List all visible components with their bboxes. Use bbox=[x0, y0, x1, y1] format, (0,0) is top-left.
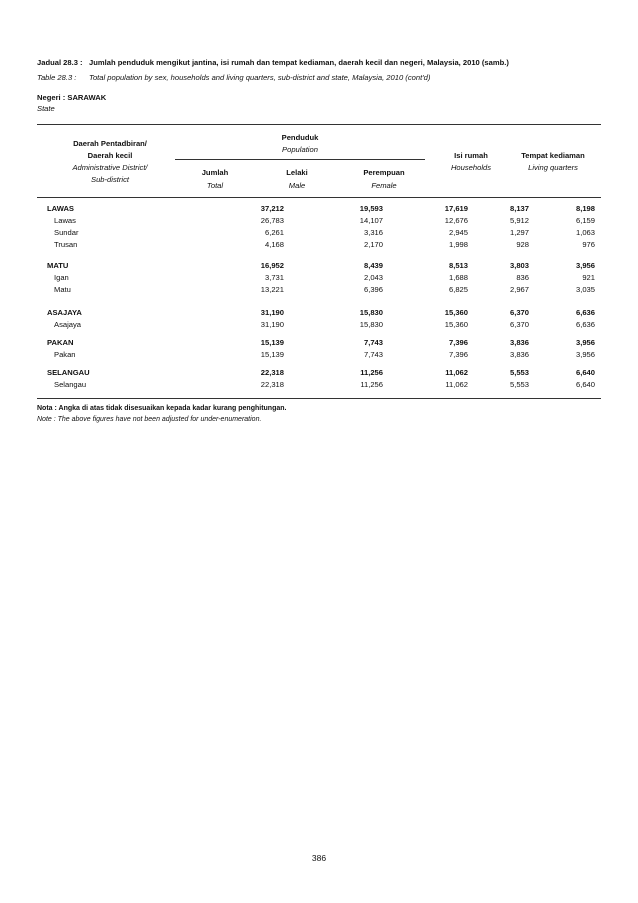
female-cell: 17,619 bbox=[444, 204, 468, 213]
living-quarters-cell: 921 bbox=[582, 273, 595, 282]
table-row bbox=[37, 260, 601, 271]
table-row bbox=[37, 337, 601, 348]
households-cell: 6,370 bbox=[509, 308, 529, 317]
header-living-en: Living quarters bbox=[528, 163, 578, 172]
female-cell: 7,396 bbox=[448, 350, 468, 359]
header-male-ms: Lelaki bbox=[286, 168, 308, 177]
header-population-ms: Penduduk bbox=[281, 133, 319, 142]
living-quarters-cell: 6,640 bbox=[575, 368, 595, 377]
table-row bbox=[37, 307, 601, 318]
header-total-en: Total bbox=[206, 181, 224, 190]
living-quarters-cell: 3,956 bbox=[575, 350, 595, 359]
female-cell: 8,513 bbox=[448, 261, 468, 270]
households-cell: 836 bbox=[516, 273, 529, 282]
header-households-ms: Isi rumah bbox=[454, 151, 488, 160]
households-cell: 8,137 bbox=[509, 204, 529, 213]
footnote-en: Note : The above figures have not been adjusted for under-enumeration. bbox=[37, 416, 262, 423]
male-cell: 2,043 bbox=[363, 273, 383, 282]
female-cell: 1,998 bbox=[448, 240, 468, 249]
living-quarters-cell: 1,063 bbox=[575, 228, 595, 237]
living-quarters-cell: 6,159 bbox=[575, 216, 595, 225]
table-row bbox=[37, 379, 601, 390]
population-table bbox=[37, 124, 601, 399]
page-number: 386 bbox=[311, 853, 327, 863]
male-cell: 19,593 bbox=[359, 204, 383, 213]
header-households-en: Households bbox=[450, 163, 492, 172]
footnote-ms: Nota : Angka di atas tidak disesuaikan kepada kadar kurang penghitungan. bbox=[37, 405, 287, 412]
male-cell: 7,743 bbox=[363, 350, 383, 359]
table-row bbox=[37, 367, 601, 378]
households-cell: 5,553 bbox=[509, 380, 529, 389]
female-cell: 7,396 bbox=[448, 338, 468, 347]
sub-district-name: Sundar bbox=[54, 228, 79, 237]
total-cell: 26,783 bbox=[260, 216, 284, 225]
female-cell: 2,945 bbox=[448, 228, 468, 237]
male-cell: 14,107 bbox=[359, 216, 383, 225]
district-name: LAWAS bbox=[47, 204, 75, 213]
households-cell: 928 bbox=[516, 240, 529, 249]
district-name: SELANGAU bbox=[47, 368, 90, 377]
sub-district-name: Matu bbox=[54, 285, 71, 294]
households-cell: 3,836 bbox=[509, 350, 529, 359]
table-row bbox=[37, 239, 601, 250]
households-cell: 6,370 bbox=[509, 320, 529, 329]
female-cell: 1,688 bbox=[448, 273, 468, 282]
table-row bbox=[37, 272, 601, 283]
male-cell: 2,170 bbox=[363, 240, 383, 249]
total-cell: 22,318 bbox=[260, 368, 284, 377]
households-cell: 3,803 bbox=[509, 261, 529, 270]
table-row bbox=[37, 284, 601, 295]
living-quarters-cell: 3,035 bbox=[575, 285, 595, 294]
total-cell: 4,168 bbox=[264, 240, 284, 249]
header-total-ms: Jumlah bbox=[201, 168, 229, 177]
living-quarters-cell: 3,956 bbox=[575, 261, 595, 270]
total-cell: 31,190 bbox=[260, 308, 284, 317]
male-cell: 7,743 bbox=[363, 338, 383, 347]
female-cell: 15,360 bbox=[444, 320, 468, 329]
living-quarters-cell: 976 bbox=[582, 240, 595, 249]
female-cell: 15,360 bbox=[444, 308, 468, 317]
table-number-ms: Jadual 28.3 : bbox=[37, 58, 83, 67]
table-row bbox=[37, 215, 601, 226]
total-cell: 15,139 bbox=[260, 338, 284, 347]
header-living-ms: Tempat kediaman bbox=[521, 151, 585, 160]
header-male-en: Male bbox=[288, 181, 306, 190]
total-cell: 31,190 bbox=[260, 320, 284, 329]
total-cell: 3,731 bbox=[264, 273, 284, 282]
sub-district-name: Lawas bbox=[54, 216, 76, 225]
state-label-ms: Negeri : SARAWAK bbox=[37, 93, 107, 102]
male-cell: 11,256 bbox=[360, 380, 383, 389]
district-name: PAKAN bbox=[47, 338, 74, 347]
table-number-en: Table 28.3 : bbox=[37, 73, 77, 82]
total-cell: 22,318 bbox=[260, 380, 284, 389]
header-district-ms-1: Daerah Pentadbiran/ bbox=[73, 139, 147, 148]
table-row bbox=[37, 349, 601, 360]
male-cell: 8,439 bbox=[363, 261, 383, 270]
sub-district-name: Trusan bbox=[54, 240, 78, 249]
table-row bbox=[37, 227, 601, 238]
header-district-en-1: Administrative District/ bbox=[72, 163, 148, 172]
sub-district-name: Asajaya bbox=[54, 320, 82, 329]
header-female-ms: Perempuan bbox=[363, 168, 405, 177]
state-label-en: State bbox=[37, 104, 55, 113]
households-cell: 5,553 bbox=[509, 368, 529, 377]
male-cell: 6,396 bbox=[363, 285, 383, 294]
header-female-en: Female bbox=[371, 181, 397, 190]
sub-district-name: Igan bbox=[54, 273, 69, 282]
table-title-ms bbox=[37, 58, 509, 67]
header-district-ms-2: Daerah kecil bbox=[87, 151, 133, 160]
total-cell: 13,221 bbox=[260, 285, 284, 294]
header-district-en-2: Sub-district bbox=[91, 175, 129, 184]
male-cell: 15,830 bbox=[359, 308, 383, 317]
table-title-en bbox=[37, 73, 430, 82]
living-quarters-cell: 6,636 bbox=[575, 320, 595, 329]
female-cell: 11,062 bbox=[445, 380, 468, 389]
district-name: MATU bbox=[47, 261, 69, 270]
households-cell: 1,297 bbox=[509, 228, 529, 237]
table-row bbox=[37, 319, 601, 330]
male-cell: 15,830 bbox=[359, 320, 383, 329]
header-population-en: Population bbox=[282, 145, 318, 154]
table-title-ms-text: Jumlah penduduk mengikut jantina, isi rumah dan tempat kediaman, daerah kecil dan negeri, Malaysia, 2010 (samb.) bbox=[89, 58, 509, 67]
households-cell: 2,967 bbox=[509, 285, 529, 294]
living-quarters-cell: 6,636 bbox=[575, 308, 595, 317]
population-divider bbox=[175, 159, 425, 160]
male-cell: 3,316 bbox=[363, 228, 383, 237]
total-cell: 15,139 bbox=[260, 350, 284, 359]
living-quarters-cell: 3,956 bbox=[575, 338, 595, 347]
female-cell: 12,676 bbox=[444, 216, 468, 225]
sub-district-name: Selangau bbox=[54, 380, 87, 389]
total-cell: 6,261 bbox=[264, 228, 284, 237]
sub-district-name: Pakan bbox=[54, 350, 76, 359]
district-name: ASAJAYA bbox=[47, 308, 82, 317]
households-cell: 5,912 bbox=[509, 216, 529, 225]
living-quarters-cell: 8,198 bbox=[575, 204, 595, 213]
total-cell: 16,952 bbox=[260, 261, 284, 270]
table-row bbox=[37, 203, 601, 214]
female-cell: 11,062 bbox=[445, 368, 468, 377]
female-cell: 6,825 bbox=[448, 285, 468, 294]
households-cell: 3,836 bbox=[509, 338, 529, 347]
table-title-en-text: Total population by sex, households and living quarters, sub-district and state, Malaysia, 2010 (cont'd) bbox=[89, 73, 431, 82]
living-quarters-cell: 6,640 bbox=[575, 380, 595, 389]
total-cell: 37,212 bbox=[260, 204, 284, 213]
male-cell: 11,256 bbox=[360, 368, 383, 377]
header-divider bbox=[37, 197, 601, 198]
